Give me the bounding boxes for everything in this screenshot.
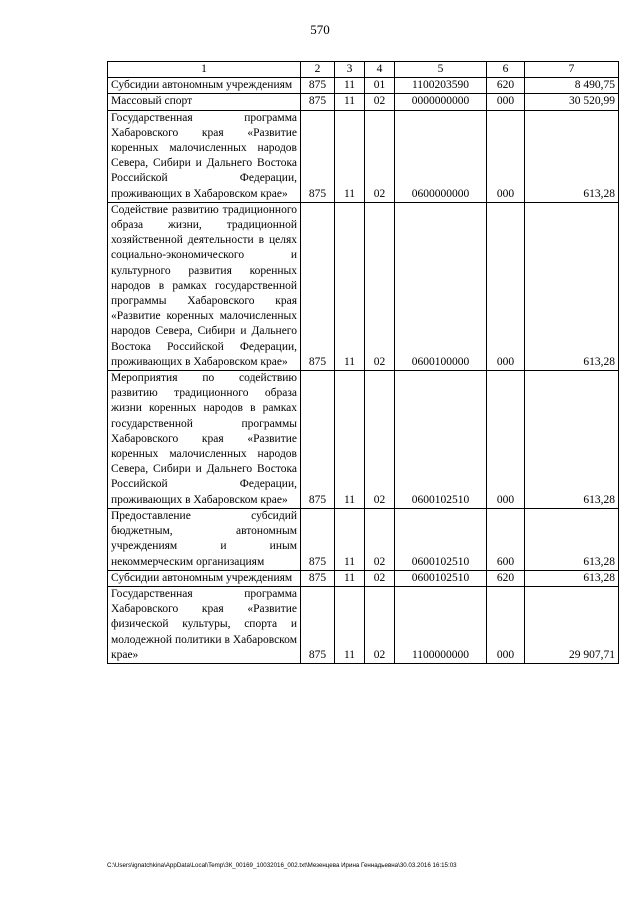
ministry-code: 875 xyxy=(301,78,335,94)
ministry-code: 875 xyxy=(301,94,335,110)
footer-file-path: C:\Users\ignatchkina\AppData\Local\Temp\ЗК_00169_10032016_002.txt\Мезенцева Ирина Геннадьевна\30.03.2016 16:15:03 xyxy=(107,862,457,869)
section-code: 11 xyxy=(335,371,365,509)
row-name: Содействие развитию традиционного образа жизни, традиционной хозяйственной деятельности в целях социально-экономического и культурного развития коренных народов в рамках государственной программы Хабаровского края «Развитие коренных малочисленных народов Севера, Сибири и Дальнего Востока Российской Федерации, проживающих в Хабаровском крае» xyxy=(108,202,301,370)
section-code: 11 xyxy=(335,570,365,586)
subsection-code: 02 xyxy=(365,202,395,370)
row-name: Субсидии автономным учреждениям xyxy=(108,570,301,586)
target-article-code: 0000000000 xyxy=(395,94,487,110)
row-name: Государственная программа Хабаровского края «Развитие коренных малочисленных народов Севера, Сибири и Дальнего Востока Российской Федерации, проживающих в Хабаровском крае» xyxy=(108,110,301,202)
expense-type-code: 000 xyxy=(487,202,525,370)
amount: 613,28 xyxy=(525,570,619,586)
budget-table xyxy=(107,61,619,664)
row-name: Государственная программа Хабаровского края «Развитие физической культуры, спорта и молодежной политики в Хабаровском крае» xyxy=(108,586,301,663)
section-code: 11 xyxy=(335,586,365,663)
expense-type-code: 000 xyxy=(487,94,525,110)
target-article-code: 1100203590 xyxy=(395,78,487,94)
target-article-code: 0600102510 xyxy=(395,371,487,509)
table-row xyxy=(108,202,619,370)
column-header: 4 xyxy=(365,62,395,78)
subsection-code: 02 xyxy=(365,570,395,586)
ministry-code: 875 xyxy=(301,586,335,663)
column-header: 3 xyxy=(335,62,365,78)
target-article-code: 0600102510 xyxy=(395,508,487,570)
amount: 8 490,75 xyxy=(525,78,619,94)
column-header: 5 xyxy=(395,62,487,78)
column-header: 1 xyxy=(108,62,301,78)
table-row xyxy=(108,508,619,570)
subsection-code: 02 xyxy=(365,371,395,509)
table-header-row xyxy=(108,62,619,78)
table-row xyxy=(108,78,619,94)
amount: 613,28 xyxy=(525,371,619,509)
expense-type-code: 000 xyxy=(487,586,525,663)
row-name: Мероприятия по содействию развитию традиционного образа жизни коренных народов в рамках государственной программы Хабаровского края «Развитие коренных малочисленных народов Севера, Сибири и Дальнего Востока Российской Федерации, проживающих в Хабаровском крае» xyxy=(108,371,301,509)
section-code: 11 xyxy=(335,508,365,570)
amount: 613,28 xyxy=(525,202,619,370)
column-header: 6 xyxy=(487,62,525,78)
ministry-code: 875 xyxy=(301,570,335,586)
section-code: 11 xyxy=(335,202,365,370)
column-header: 7 xyxy=(525,62,619,78)
target-article-code: 0600000000 xyxy=(395,110,487,202)
ministry-code: 875 xyxy=(301,371,335,509)
amount: 29 907,71 xyxy=(525,586,619,663)
expense-type-code: 000 xyxy=(487,371,525,509)
ministry-code: 875 xyxy=(301,110,335,202)
subsection-code: 02 xyxy=(365,110,395,202)
target-article-code: 1100000000 xyxy=(395,586,487,663)
amount: 30 520,99 xyxy=(525,94,619,110)
amount: 613,28 xyxy=(525,508,619,570)
table-row xyxy=(108,570,619,586)
ministry-code: 875 xyxy=(301,202,335,370)
section-code: 11 xyxy=(335,94,365,110)
page-number: 570 xyxy=(310,22,330,37)
subsection-code: 02 xyxy=(365,586,395,663)
row-name: Массовый спорт xyxy=(108,94,301,110)
subsection-code: 02 xyxy=(365,508,395,570)
expense-type-code: 600 xyxy=(487,508,525,570)
amount: 613,28 xyxy=(525,110,619,202)
target-article-code: 0600100000 xyxy=(395,202,487,370)
target-article-code: 0600102510 xyxy=(395,570,487,586)
table-row xyxy=(108,371,619,509)
column-header: 2 xyxy=(301,62,335,78)
expense-type-code: 620 xyxy=(487,570,525,586)
expense-type-code: 620 xyxy=(487,78,525,94)
table-row xyxy=(108,110,619,202)
table-row xyxy=(108,586,619,663)
table-row xyxy=(108,94,619,110)
subsection-code: 01 xyxy=(365,78,395,94)
section-code: 11 xyxy=(335,78,365,94)
section-code: 11 xyxy=(335,110,365,202)
row-name: Субсидии автономным учреждениям xyxy=(108,78,301,94)
row-name: Предоставление субсидий бюджетным, автономным учреждениям и иным некоммерческим организациям xyxy=(108,508,301,570)
subsection-code: 02 xyxy=(365,94,395,110)
ministry-code: 875 xyxy=(301,508,335,570)
expense-type-code: 000 xyxy=(487,110,525,202)
